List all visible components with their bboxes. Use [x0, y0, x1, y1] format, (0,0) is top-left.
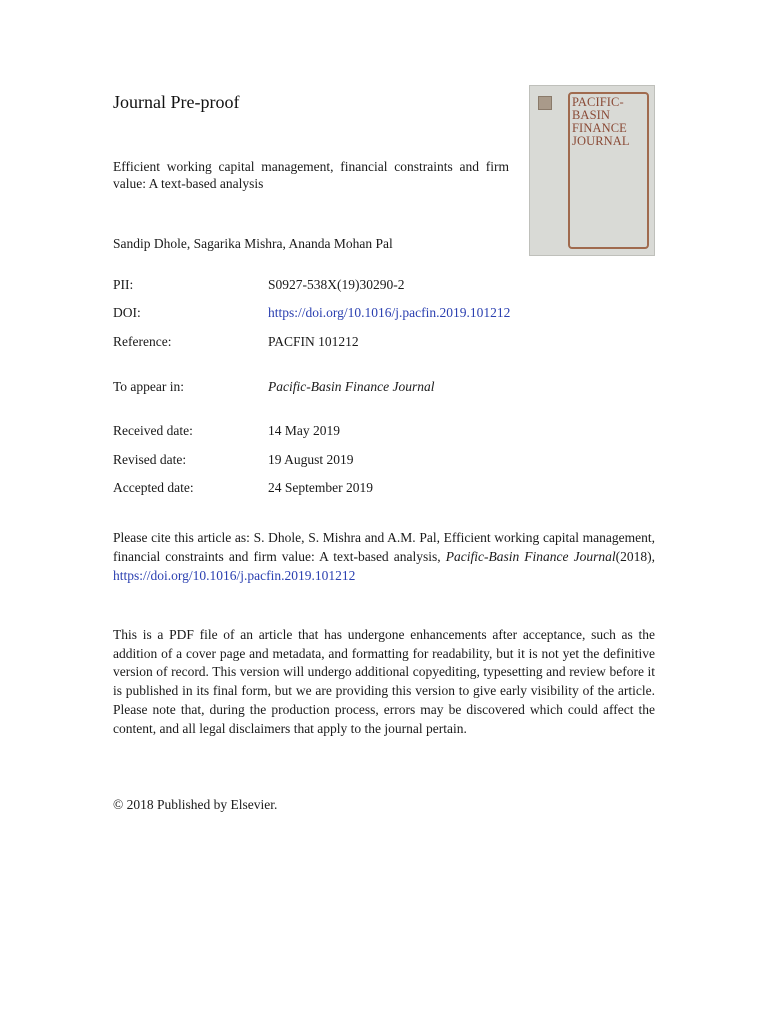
journal-cover-image	[529, 85, 655, 256]
article-authors: Sandip Dhole, Sagarika Mishra, Ananda Mohan Pal	[113, 236, 393, 251]
received-label: Received date:	[113, 423, 193, 438]
revised-value: 19 August 2019	[268, 452, 354, 467]
cover-line: BASIN	[572, 108, 611, 122]
appear-in-value: Pacific-Basin Finance Journal	[268, 379, 435, 394]
citation-journal: Pacific-Basin Finance Journal	[445, 549, 616, 564]
cover-title	[572, 96, 630, 148]
accepted-label: Accepted date:	[113, 480, 194, 495]
cover-line: PACIFIC-	[572, 95, 624, 109]
appear-in-label: To appear in:	[113, 379, 185, 394]
accepted-value: 24 September 2019	[268, 480, 373, 495]
citation-year: (2018),	[615, 549, 655, 564]
citation-paragraph	[113, 528, 655, 585]
revised-label: Revised date:	[113, 452, 187, 467]
reference-value: PACFIN 101212	[268, 334, 359, 349]
elsevier-tree-logo-icon	[538, 96, 552, 110]
reference-label: Reference:	[113, 334, 172, 349]
preproof-notice: This is a PDF file of an article that has undergone enhancements after acceptance, such as the addition of a cover page and metadata, and formatting for readability, but it is not yet the definitive version of record. This version will undergo additional copyediting, typesetting and review before it is published in its final form, but we are providing this version to give early visibility of the article. Please note that, during the production process, errors may be discovered which could affect the content, and all legal disclaimers that apply to the journal pertain.	[113, 627, 655, 736]
article-title: Efficient working capital management, financial constraints and firm value: A text-based analysis	[113, 159, 509, 191]
copyright-notice: © 2018 Published by Elsevier.	[113, 797, 278, 812]
citation-text: Please cite this article as: S. Dhole, S. Mishra and A.M. Pal, Efficient working capital management, financial constraints and firm value: A text-based analysis,	[113, 530, 655, 564]
citation-doi-link[interactable]: https://doi.org/10.1016/j.pacfin.2019.101212	[113, 568, 356, 583]
pii-label: PII:	[113, 277, 134, 292]
cover-line: JOURNAL	[572, 134, 630, 148]
pii-value: S0927-538X(19)30290-2	[268, 277, 405, 292]
cover-line: FINANCE	[572, 121, 627, 135]
doi-link[interactable]: https://doi.org/10.1016/j.pacfin.2019.101212	[268, 305, 511, 320]
received-value: 14 May 2019	[268, 423, 340, 438]
journal-preproof-heading: Journal Pre-proof	[113, 92, 240, 112]
doi-label: DOI:	[113, 305, 141, 320]
